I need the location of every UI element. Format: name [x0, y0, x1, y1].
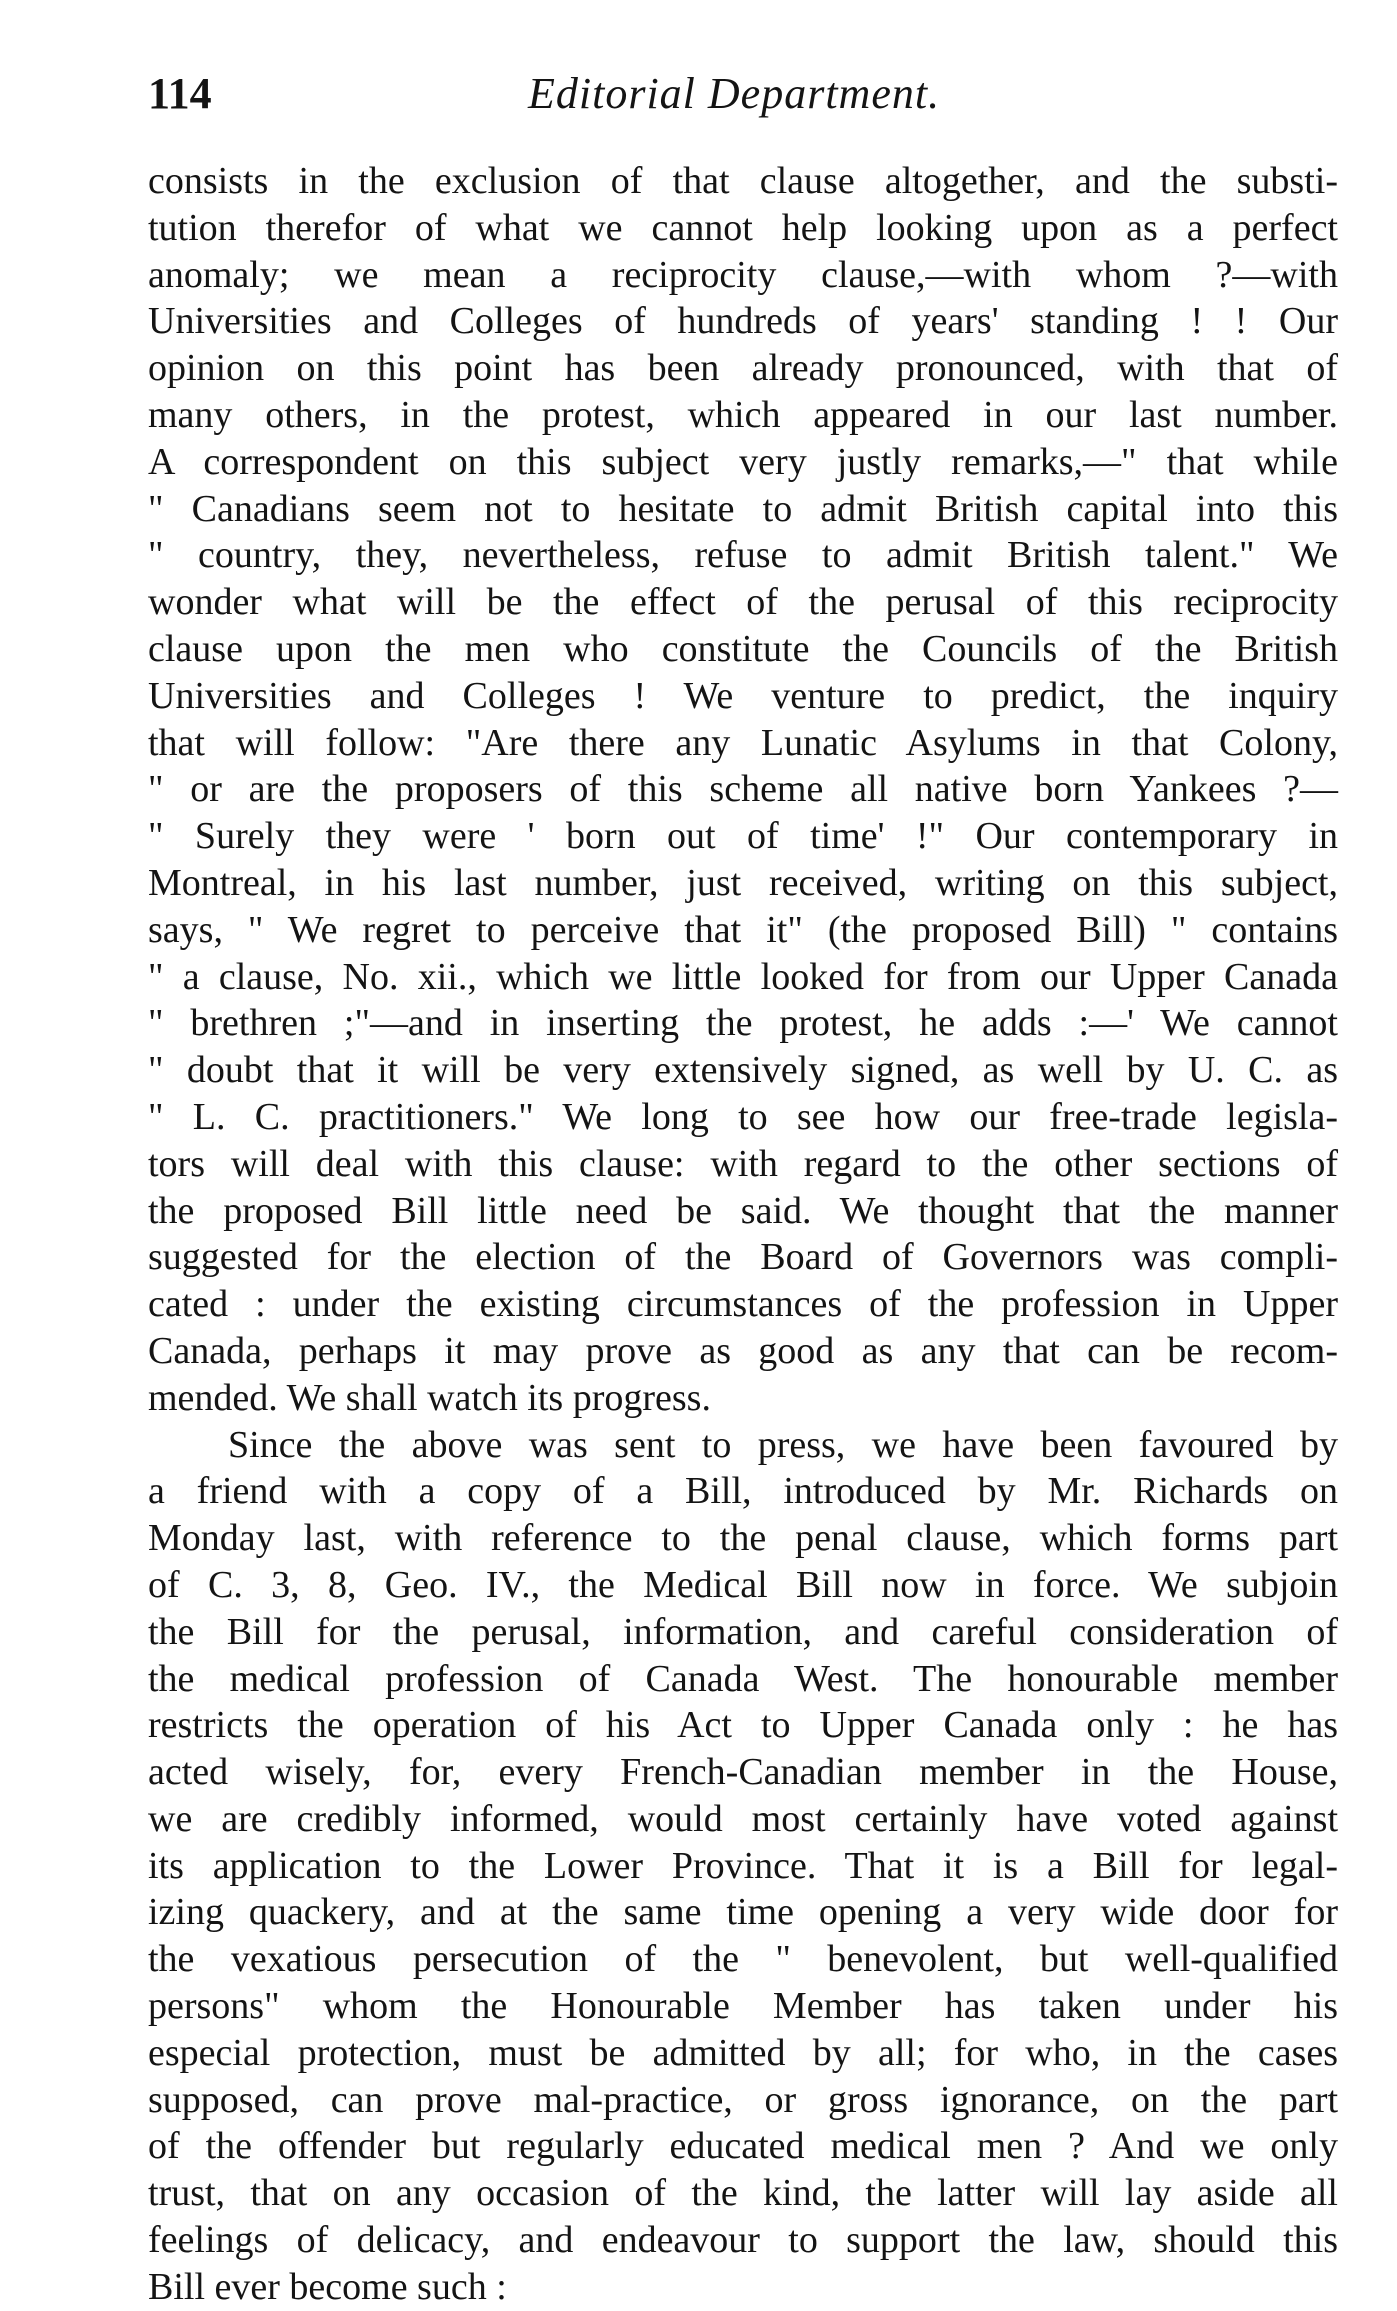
- text-line: " country, they, nevertheless, refuse to admit British talent." We: [148, 534, 1338, 577]
- text-line: Montreal, in his last number, just received, writing on this subject,: [148, 861, 1338, 904]
- text-line: tors will deal with this clause: with regard to the other sections of: [148, 1142, 1338, 1185]
- text-line: of the offender but regularly educated medical men ? And we only: [148, 2125, 1338, 2168]
- text-line: clause upon the men who constitute the Councils of the British: [148, 627, 1338, 670]
- text-line: Universities and Colleges ! We venture to predict, the inquiry: [148, 674, 1338, 717]
- page-header: [148, 64, 1338, 134]
- page-number: 114: [148, 69, 212, 118]
- text-line: trust, that on any occasion of the kind, the latter will lay aside all: [148, 2172, 1338, 2215]
- text-line: the medical profession of Canada West. The honourable member: [148, 1657, 1338, 1700]
- text-line: a friend with a copy of a Bill, introduced by Mr. Richards on: [148, 1470, 1338, 1513]
- text-line: we are credibly informed, would most certainly have voted against: [148, 1797, 1338, 1840]
- text-line: consists in the exclusion of that clause altogether, and the substi-: [148, 160, 1338, 202]
- text-line: tution therefor of what we cannot help looking upon as a perfect: [148, 206, 1338, 249]
- text-line: its application to the Lower Province. That it is a Bill for legal-: [148, 1844, 1338, 1887]
- text-line: persons" whom the Honourable Member has taken under his: [148, 1985, 1338, 2028]
- text-line: " brethren ;"—and in inserting the protest, he adds :—' We cannot: [148, 1002, 1338, 1045]
- text-line: many others, in the protest, which appeared in our last number.: [148, 393, 1338, 436]
- text-line: says, " We regret to perceive that it" (the proposed Bill) " contains: [148, 908, 1338, 951]
- running-head: Editorial Department.: [528, 69, 941, 118]
- text-line: " Surely they were ' born out of time' !" Our contemporary in: [148, 815, 1338, 858]
- text-line: cated : under the existing circumstances of the profession in Upper: [148, 1283, 1338, 1326]
- text-line: that will follow: "Are there any Lunatic Asylums in that Colony,: [148, 721, 1338, 764]
- text-line: " L. C. practitioners." We long to see how our free-trade legisla-: [148, 1095, 1338, 1138]
- text-line: Bill ever become such :: [148, 2265, 507, 2308]
- text-line: Universities and Colleges of hundreds of years' standing ! ! Our: [148, 300, 1338, 343]
- text-line: the vexatious persecution of the " benevolent, but well-qualified: [148, 1938, 1338, 1981]
- text-line: " a clause, No. xii., which we little looked for from our Upper Canada: [148, 955, 1338, 998]
- text-line: wonder what will be the effect of the perusal of this reciprocity: [148, 581, 1338, 624]
- text-line: the proposed Bill little need be said. We thought that the manner: [148, 1189, 1338, 1232]
- text-line: the Bill for the perusal, information, and careful consideration of: [148, 1610, 1338, 1653]
- text-line: Since the above was sent to press, we have been favoured by: [228, 1423, 1338, 1466]
- text-line: suggested for the election of the Board of Governors was compli-: [148, 1236, 1338, 1279]
- text-line: " doubt that it will be very extensively signed, as well by U. C. as: [148, 1049, 1338, 1092]
- text-line: mended. We shall watch its progress.: [148, 1376, 711, 1419]
- text-line: opinion on this point has been already pronounced, with that of: [148, 347, 1338, 390]
- text-line: supposed, can prove mal-practice, or gross ignorance, on the part: [148, 2078, 1338, 2121]
- text-line: restricts the operation of his Act to Upper Canada only : he has: [148, 1704, 1338, 1747]
- text-line: of C. 3, 8, Geo. IV., the Medical Bill now in force. We subjoin: [148, 1563, 1338, 1606]
- text-line: feelings of delicacy, and endeavour to support the law, should this: [148, 2219, 1338, 2262]
- text-line: Canada, perhaps it may prove as good as any that can be recom-: [148, 1329, 1338, 1372]
- text-line: " Canadians seem not to hesitate to admit British capital into this: [148, 487, 1338, 530]
- text-line: especial protection, must be admitted by all; for who, in the cases: [148, 2031, 1338, 2074]
- text-line: Monday last, with reference to the penal clause, which forms part: [148, 1517, 1338, 1560]
- text-line: anomaly; we mean a reciprocity clause,—with whom ?—with: [148, 253, 1338, 296]
- text-line: izing quackery, and at the same time opening a very wide door for: [148, 1891, 1338, 1934]
- text-line: A correspondent on this subject very justly remarks,—" that while: [148, 440, 1338, 483]
- body-text: [148, 158, 1338, 2311]
- text-line: acted wisely, for, every French-Canadian member in the House,: [148, 1751, 1338, 1794]
- text-line: " or are the proposers of this scheme all native born Yankees ?—: [148, 768, 1338, 811]
